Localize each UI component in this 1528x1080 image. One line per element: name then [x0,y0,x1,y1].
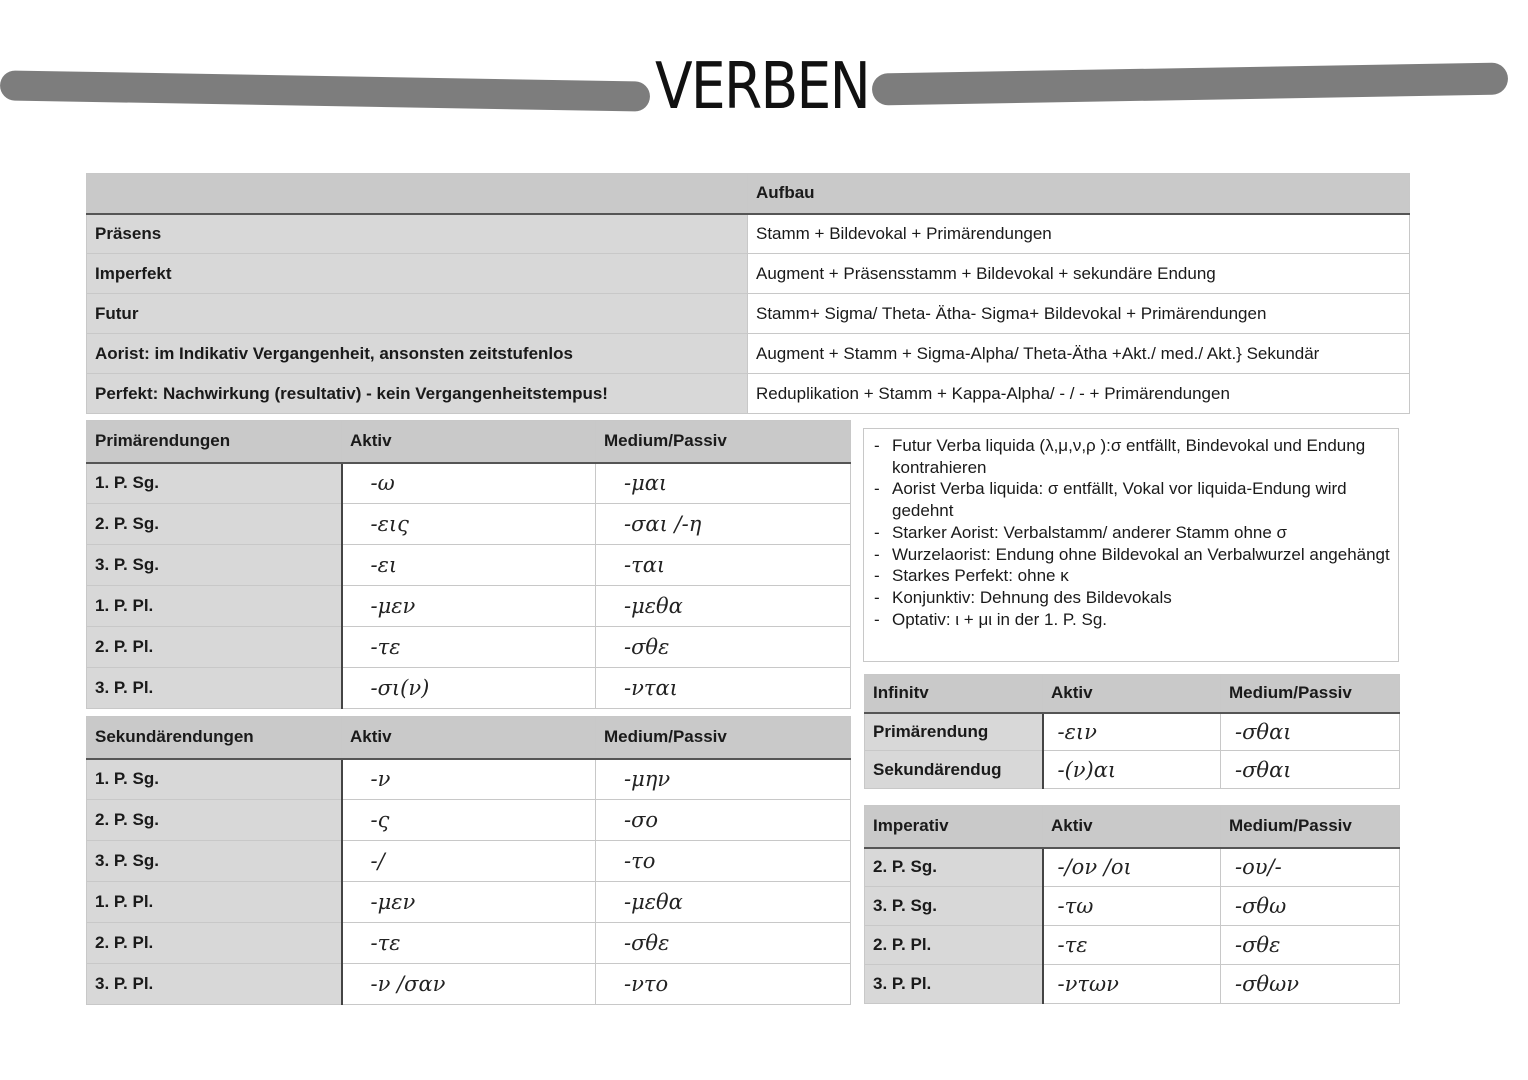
ending-medium: -μεθα [596,586,851,627]
ending-aktiv: -ν /σαν [342,964,596,1005]
sekundaer-header-label: Sekundärendungen [87,717,342,759]
infinitiv-header-label: Infinitv [865,675,1043,713]
aufbau-value: Stamm+ Sigma/ Theta- Ätha- Sigma+ Bildevokal + Primärendungen [748,294,1410,334]
aufbau-label: Präsens [87,214,748,254]
ending-aktiv: -ω [342,463,596,504]
primaer-header-aktiv: Aktiv [342,421,596,463]
infinitiv-header-aktiv: Aktiv [1043,675,1221,713]
ending-medium: -ου/- [1221,848,1400,887]
table-row-label: 2. P. Pl. [87,627,342,668]
aufbau-label: Imperfekt [87,254,748,294]
ending-medium: -μην [596,759,851,800]
table-row-label: 1. P. Sg. [87,463,342,504]
ending-aktiv: -(ν)αι [1043,751,1221,789]
infinitiv-header-medium: Medium/Passiv [1221,675,1400,713]
note-item: - Futur Verba liquida (λ,μ,ν,ρ ):σ entfällt, Bindevokal und Endung kontrahieren [872,435,1390,478]
ending-medium: -ται [596,545,851,586]
imperativ-header-label: Imperativ [865,806,1043,848]
ending-medium: -σθε [596,627,851,668]
aufbau-label: Perfekt: Nachwirkung (resultativ) - kein Vergangenheitstempus! [87,374,748,414]
imperativ-header-aktiv: Aktiv [1043,806,1221,848]
table-row-label: Sekundärendug [865,751,1043,789]
table-row-label: 1. P. Pl. [87,586,342,627]
ending-medium: -ντο [596,964,851,1005]
ending-aktiv: -/ [342,841,596,882]
aufbau-header: Aufbau [748,174,1410,214]
brush-stroke-right [872,62,1508,105]
table-row-label: 2. P. Sg. [865,848,1043,887]
ending-aktiv: -/ον /οι [1043,848,1221,887]
primaer-header-medium: Medium/Passiv [596,421,851,463]
ending-aktiv: -τε [1043,926,1221,965]
note-item: - Aorist Verba liquida: σ entfällt, Vokal vor liquida-Endung wird gedehnt [872,478,1390,521]
ending-aktiv: -εις [342,504,596,545]
table-row-label: 2. P. Pl. [87,923,342,964]
ending-aktiv: -μεν [342,882,596,923]
imperativ-table [864,805,1400,1004]
table-row-label: 3. P. Sg. [87,841,342,882]
ending-medium: -σθω [1221,887,1400,926]
table-row-label: 3. P. Sg. [87,545,342,586]
ending-medium: -μεθα [596,882,851,923]
aufbau-value: Augment + Stamm + Sigma-Alpha/ Theta-Ätha +Akt./ med./ Akt.} Sekundär [748,334,1410,374]
aufbau-value: Stamm + Bildevokal + Primärendungen [748,214,1410,254]
ending-aktiv: -ς [342,800,596,841]
aufbau-value: Augment + Präsensstamm + Bildevokal + sekundäre Endung [748,254,1410,294]
ending-aktiv: -ντων [1043,965,1221,1004]
ending-aktiv: -ν [342,759,596,800]
table-row-label: 3. P. Pl. [87,668,342,709]
table-row-label: 3. P. Sg. [865,887,1043,926]
ending-aktiv: -τε [342,627,596,668]
aufbau-header-empty [87,174,748,214]
ending-aktiv: -σι(ν) [342,668,596,709]
note-item: - Starkes Perfekt: ohne κ [872,565,1390,587]
note-item: - Wurzelaorist: Endung ohne Bildevokal an Verbalwurzel angehängt [872,544,1390,566]
infinitiv-table [864,674,1400,789]
ending-aktiv: -ει [342,545,596,586]
aufbau-table [86,173,1410,414]
ending-medium: -σθαι [1221,751,1400,789]
primaerendungen-table [86,420,851,709]
table-row-label: 2. P. Sg. [87,504,342,545]
table-row-label: 1. P. Sg. [87,759,342,800]
table-row-label: Primärendung [865,713,1043,751]
ending-aktiv: -ειν [1043,713,1221,751]
table-row-label: 1. P. Pl. [87,882,342,923]
sekundaer-header-aktiv: Aktiv [342,717,596,759]
aufbau-label: Aorist: im Indikativ Vergangenheit, ansonsten zeitstufenlos [87,334,748,374]
sekundaer-header-medium: Medium/Passiv [596,717,851,759]
brush-stroke-left [0,70,650,111]
ending-medium: -μαι [596,463,851,504]
ending-medium: -σθε [1221,926,1400,965]
table-row-label: 2. P. Sg. [87,800,342,841]
aufbau-label: Futur [87,294,748,334]
note-item: - Starker Aorist: Verbalstamm/ anderer Stamm ohne σ [872,522,1390,544]
ending-medium: -νται [596,668,851,709]
sekundaerendungen-table [86,716,851,1005]
imperativ-header-medium: Medium/Passiv [1221,806,1400,848]
notes-box [863,428,1399,662]
primaer-header-label: Primärendungen [87,421,342,463]
table-row-label: 2. P. Pl. [865,926,1043,965]
note-item: - Konjunktiv: Dehnung des Bildevokals [872,587,1390,609]
aufbau-value: Reduplikation + Stamm + Kappa-Alpha/ - / - + Primärendungen [748,374,1410,414]
ending-medium: -το [596,841,851,882]
ending-medium: -σθαι [1221,713,1400,751]
ending-medium: -σθε [596,923,851,964]
ending-medium: -σαι /-η [596,504,851,545]
ending-aktiv: -μεν [342,586,596,627]
table-row-label: 3. P. Pl. [865,965,1043,1004]
table-row-label: 3. P. Pl. [87,964,342,1005]
ending-medium: -σθων [1221,965,1400,1004]
note-item: - Optativ: ι + μι in der 1. P. Sg. [872,609,1390,631]
page-title: VERBEN [655,50,870,124]
ending-aktiv: -τω [1043,887,1221,926]
ending-aktiv: -τε [342,923,596,964]
ending-medium: -σο [596,800,851,841]
